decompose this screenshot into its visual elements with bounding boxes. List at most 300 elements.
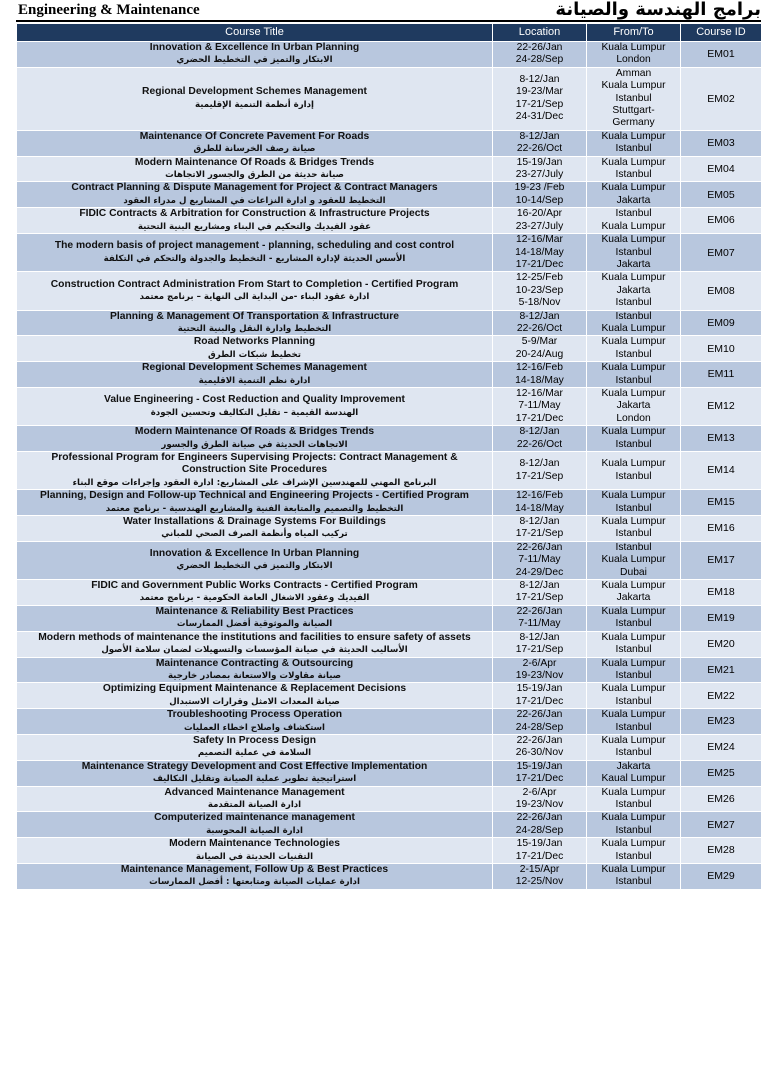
- course-location: Istanbul: [615, 669, 652, 681]
- course-title-en: Maintenance & Reliability Best Practices: [155, 605, 354, 617]
- course-title-en: Safety In Process Design: [192, 734, 317, 746]
- course-location: London: [616, 54, 651, 66]
- table-row: [17, 683, 762, 709]
- course-title-en: Maintenance Management, Follow Up & Best Practices: [120, 864, 389, 875]
- course-date: 22-26/Jan: [516, 734, 563, 746]
- course-title-cell: [17, 362, 493, 388]
- course-title-en: Modern Maintenance Of Roads & Bridges Trends: [134, 426, 375, 438]
- course-dates-cell: [493, 336, 587, 362]
- course-location: Jakarta: [616, 194, 651, 206]
- course-id: EM06: [681, 208, 762, 234]
- course-date: 8-12/Jan: [519, 74, 560, 86]
- table-row: [17, 42, 762, 68]
- course-location-cell: [587, 760, 681, 786]
- course-title-cell: [17, 156, 493, 182]
- course-id: EM13: [681, 426, 762, 452]
- course-title-en: Modern Maintenance Technologies: [169, 838, 340, 850]
- course-location: Istanbul: [615, 541, 652, 553]
- course-title-ar: الاتجاهات الحديثة في صيانة الطرق والجسور: [161, 439, 348, 450]
- course-date: 12-16/Feb: [516, 490, 563, 502]
- course-location: Istanbul: [615, 92, 652, 104]
- course-location-cell: [587, 516, 681, 542]
- course-dates-cell: [493, 864, 587, 890]
- course-id: EM18: [681, 580, 762, 606]
- course-location: Kuala Lumpur: [601, 580, 666, 592]
- course-location-cell: [587, 683, 681, 709]
- course-location: Istanbul: [615, 208, 652, 220]
- course-dates-cell: [493, 490, 587, 516]
- course-location-cell: [587, 812, 681, 838]
- table-row: [17, 838, 762, 864]
- course-location-cell: [587, 362, 681, 388]
- course-id: EM27: [681, 812, 762, 838]
- course-dates-cell: [493, 734, 587, 760]
- course-title-ar: صيانة رصف الخرسانة للطرق: [193, 144, 316, 155]
- course-title-ar: صيانة مقاولات والاستعانة بمصادر خارجية: [167, 670, 342, 681]
- course-location: Kaual Lumpur: [601, 773, 666, 785]
- course-location-cell: [587, 387, 681, 425]
- course-location: Kuala Lumpur: [601, 182, 666, 194]
- course-location-cell: [587, 709, 681, 735]
- course-location-cell: [587, 336, 681, 362]
- course-location: Jakarta: [616, 592, 651, 604]
- course-location: Kuala Lumpur: [601, 490, 666, 502]
- table-row: [17, 336, 762, 362]
- table-row: [17, 631, 762, 657]
- course-date: 19-23 /Feb: [514, 182, 565, 194]
- course-date: 5-9/Mar: [521, 336, 558, 348]
- column-header-location: Location: [493, 24, 587, 42]
- course-location-cell: [587, 580, 681, 606]
- course-dates-cell: [493, 760, 587, 786]
- course-title-cell: [17, 580, 493, 606]
- course-title-cell: [17, 336, 493, 362]
- course-date: 15-19/Jan: [516, 838, 563, 850]
- table-row: [17, 234, 762, 272]
- course-id: EM03: [681, 130, 762, 156]
- course-title-en: Construction Contract Administration From Start to Completion - Certified Program: [50, 278, 459, 290]
- page-title: Engineering & Maintenance: [18, 2, 200, 18]
- course-id: EM19: [681, 605, 762, 631]
- course-title-en: Planning & Management Of Transportation & Infrastructure: [110, 310, 399, 322]
- course-title-ar: الفيديك وعقود الاشغال العامة الحكومية - برنامج معتمد: [139, 593, 370, 604]
- table-row: [17, 864, 762, 890]
- course-title-ar: استكشاف واصلاح اخطاء العمليات: [184, 722, 325, 733]
- course-title-cell: [17, 516, 493, 542]
- course-dates-cell: [493, 657, 587, 683]
- course-location: Istanbul: [615, 747, 652, 759]
- course-location: Istanbul: [615, 297, 652, 309]
- course-id: EM17: [681, 541, 762, 579]
- course-location: Kuala Lumpur: [601, 234, 666, 246]
- course-date: 17-21/Dec: [515, 412, 564, 424]
- course-title-ar: إدارة أنظمة التنمية الإقليمية: [195, 99, 314, 110]
- course-location: Istanbul: [615, 470, 652, 482]
- course-location-cell: [587, 67, 681, 130]
- course-date: 2-15/Apr: [519, 864, 560, 875]
- course-date: 15-19/Jan: [516, 156, 563, 168]
- course-date: 12-25/Feb: [516, 272, 563, 284]
- course-date: 7-11/May: [518, 554, 561, 566]
- course-date: 19-23/Nov: [515, 669, 564, 681]
- course-title-ar: تركيب المياه وأنظمة الصرف الصحي للمباني: [161, 529, 348, 540]
- course-location: Kuala Lumpur: [601, 812, 666, 824]
- course-title-en: Modern Maintenance Of Roads & Bridges Trends: [134, 156, 375, 168]
- course-date: 24-31/Dec: [515, 111, 564, 123]
- course-date: 17-21/Dec: [515, 773, 564, 785]
- course-location: Jakarta: [616, 400, 651, 412]
- course-location: Istanbul: [615, 824, 652, 836]
- course-location: Istanbul: [615, 246, 652, 258]
- table-row: [17, 580, 762, 606]
- course-title-ar: استراتيجية تطوير عملية الصيانة وتقليل التكاليف: [152, 774, 357, 785]
- course-title-cell: [17, 760, 493, 786]
- course-title-en: Regional Development Schemes Management: [142, 362, 367, 374]
- course-title-en: Regional Development Schemes Management: [142, 86, 367, 98]
- course-title-en: Modern methods of maintenance the institutions and facilities to ensure safety of assets: [38, 631, 471, 643]
- course-location: Istanbul: [615, 143, 652, 155]
- course-location: Kuala Lumpur: [601, 734, 666, 746]
- course-location-cell: [587, 272, 681, 310]
- course-date: 22-26/Jan: [516, 812, 563, 824]
- course-title-ar: صيانة حديثة من الطرق والجسور الاتجاهات: [165, 170, 344, 181]
- course-dates-cell: [493, 67, 587, 130]
- course-location: Istanbul: [615, 528, 652, 540]
- course-date: 17-21/Dec: [515, 695, 564, 707]
- course-location: Kuala Lumpur: [601, 156, 666, 168]
- course-date: 22-26/Jan: [516, 709, 563, 721]
- course-title-ar: التخطيط وادارة النقل والبنية التحتية: [177, 323, 332, 334]
- course-location: Kuala Lumpur: [601, 554, 666, 566]
- course-title-ar: الصيانة والموثوقية أفضل الممارسات: [176, 619, 333, 630]
- column-header-course-id: Course ID: [681, 24, 762, 42]
- course-dates-cell: [493, 234, 587, 272]
- course-id: EM08: [681, 272, 762, 310]
- course-dates-cell: [493, 182, 587, 208]
- course-id: EM10: [681, 336, 762, 362]
- table-row: [17, 310, 762, 336]
- course-title-ar: التخطيط للعقود و ادارة النزاعات في المشاريع ل مدراء العقود: [123, 195, 386, 206]
- table-row: [17, 208, 762, 234]
- course-date: 19-23/Nov: [515, 798, 564, 810]
- table-row: [17, 272, 762, 310]
- course-title-en: Innovation & Excellence In Urban Planning: [149, 42, 360, 53]
- course-title-ar: الابتكار والتميز في التخطيط الحضري: [176, 561, 333, 572]
- table-row: [17, 812, 762, 838]
- course-location-cell: [587, 541, 681, 579]
- course-location: Kuala Lumpur: [601, 657, 666, 669]
- course-date: 22-26/Oct: [516, 143, 563, 155]
- table-row: [17, 786, 762, 812]
- course-title-ar: الابتكار والتميز في التخطيط الحضري: [176, 55, 333, 66]
- course-dates-cell: [493, 130, 587, 156]
- course-location: Kuala Lumpur: [601, 605, 666, 617]
- course-location-cell: [587, 605, 681, 631]
- course-date: 12-16/Mar: [516, 387, 563, 399]
- course-location: Istanbul: [615, 502, 652, 514]
- course-date: 17-21/Sep: [515, 528, 564, 540]
- course-dates-cell: [493, 426, 587, 452]
- course-location-cell: [587, 426, 681, 452]
- course-id: EM25: [681, 760, 762, 786]
- course-id: EM20: [681, 631, 762, 657]
- course-date: 8-12/Jan: [519, 310, 560, 322]
- course-date: 24-28/Sep: [515, 824, 564, 836]
- table-row: [17, 130, 762, 156]
- course-location: Istanbul: [615, 876, 652, 888]
- course-dates-cell: [493, 580, 587, 606]
- course-location: Kuala Lumpur: [601, 458, 666, 470]
- course-location: London: [616, 412, 651, 424]
- table-row: [17, 760, 762, 786]
- table-row: [17, 516, 762, 542]
- course-title-en: The modern basis of project management - planning, scheduling and cost control: [54, 240, 455, 252]
- course-dates-cell: [493, 387, 587, 425]
- course-date: 24-28/Sep: [515, 721, 564, 733]
- course-title-cell: [17, 786, 493, 812]
- course-location: Kuala Lumpur: [601, 838, 666, 850]
- table-row: [17, 67, 762, 130]
- course-location-cell: [587, 734, 681, 760]
- course-id: EM15: [681, 490, 762, 516]
- course-location-cell: [587, 864, 681, 890]
- course-title-cell: [17, 838, 493, 864]
- course-title-en: Optimizing Equipment Maintenance & Replacement Decisions: [102, 683, 407, 695]
- course-location: Jakarta: [616, 760, 651, 772]
- course-title-cell: [17, 310, 493, 336]
- course-date: 5-18/Nov: [518, 297, 561, 309]
- course-title-cell: [17, 272, 493, 310]
- course-date: 2-6/Apr: [522, 657, 557, 669]
- column-header-title: Course Title: [17, 24, 493, 42]
- course-location: Istanbul: [615, 798, 652, 810]
- course-date: 22-26/Jan: [516, 42, 563, 53]
- course-location-cell: [587, 208, 681, 234]
- course-title-cell: [17, 541, 493, 579]
- course-title-en: Maintenance Strategy Development and Cost Effective Implementation: [81, 760, 428, 772]
- course-location: Kuala Lumpur: [601, 786, 666, 798]
- course-title-en: Advanced Maintenance Management: [164, 786, 345, 798]
- course-date: 22-26/Oct: [516, 322, 563, 334]
- course-location-cell: [587, 490, 681, 516]
- course-location: Jakarta: [616, 258, 651, 270]
- course-date: 23-27/July: [515, 169, 564, 181]
- course-date: 12-16/Mar: [516, 234, 563, 246]
- course-location: Istanbul: [615, 438, 652, 450]
- course-title-en: FIDIC and Government Public Works Contracts - Certified Program: [91, 580, 418, 592]
- course-location: Kuala Lumpur: [601, 709, 666, 721]
- course-location: Kuala Lumpur: [601, 864, 666, 875]
- course-title-en: Contract Planning & Dispute Management for Project & Contract Managers: [71, 182, 438, 194]
- course-location: Kuala Lumpur: [601, 362, 666, 374]
- course-title-ar: الأسس الحديثة لإدارة المشاريع - التخطيط والجدولة والتحكم في التكلفة: [103, 253, 406, 264]
- course-date: 22-26/Jan: [516, 605, 563, 617]
- course-date: 22-26/Oct: [516, 438, 563, 450]
- course-title-en: Troubleshooting Process Operation: [166, 709, 343, 721]
- course-id: EM01: [681, 42, 762, 68]
- course-location: Kuala Lumpur: [601, 130, 666, 142]
- course-dates-cell: [493, 310, 587, 336]
- course-date: 16-20/Apr: [516, 208, 563, 220]
- course-title-cell: [17, 426, 493, 452]
- course-title-cell: [17, 709, 493, 735]
- course-location-cell: [587, 786, 681, 812]
- course-location: Kuala Lumpur: [601, 322, 666, 334]
- table-row: [17, 182, 762, 208]
- course-title-cell: [17, 130, 493, 156]
- course-title-en: Planning, Design and Follow-up Technical and Engineering Projects - Certified Program: [40, 490, 469, 502]
- course-date: 17-21/Dec: [515, 258, 564, 270]
- course-date: 24-29/Dec: [515, 566, 564, 578]
- header-rule: [16, 20, 761, 22]
- course-location: Istanbul: [615, 169, 652, 181]
- course-date: 20-24/Aug: [515, 348, 564, 360]
- course-dates-cell: [493, 631, 587, 657]
- course-location: Istanbul: [615, 721, 652, 733]
- course-location: Istanbul: [615, 695, 652, 707]
- course-title-cell: [17, 42, 493, 68]
- course-title-cell: [17, 657, 493, 683]
- course-dates-cell: [493, 812, 587, 838]
- course-date: 24-28/Sep: [515, 54, 564, 66]
- course-title-en: Computerized maintenance management: [154, 812, 355, 824]
- course-date: 8-12/Jan: [519, 458, 560, 470]
- course-title-ar: تخطيط شبكات الطرق: [208, 349, 301, 360]
- course-dates-cell: [493, 541, 587, 579]
- course-id: EM22: [681, 683, 762, 709]
- course-date: 17-21/Sep: [515, 592, 564, 604]
- course-dates-cell: [493, 838, 587, 864]
- course-location: Amman: [615, 67, 652, 79]
- course-location: Kuala Lumpur: [601, 426, 666, 438]
- course-title-cell: [17, 234, 493, 272]
- course-location: Istanbul: [615, 348, 652, 360]
- course-location-cell: [587, 234, 681, 272]
- course-location: Stuttgart-: [612, 105, 655, 117]
- course-date: 10-23/Sep: [515, 284, 564, 296]
- course-date: 14-18/May: [515, 502, 564, 514]
- table-row: [17, 156, 762, 182]
- table-body: [17, 42, 762, 890]
- course-location: Kuala Lumpur: [601, 42, 666, 53]
- course-date: 23-27/July: [515, 220, 564, 232]
- course-title-ar: ادارة عقود البناء -من البداية الى النهاية – برنامج معتمد: [139, 291, 370, 302]
- course-location: Dubai: [620, 566, 647, 578]
- course-title-ar: الأساليب الحديثة في صيانة المؤسسات والتسهيلات لضمان سلامة الأصول: [101, 645, 408, 656]
- course-title-en: FIDIC Contracts & Arbitration for Construction & Infrastructure Projects: [79, 208, 430, 220]
- course-title-ar: صيانة المعدات الامثل وقرارات الاستبدال: [169, 696, 340, 707]
- course-location: Kuala Lumpur: [601, 516, 666, 528]
- table-header-row: [17, 24, 762, 42]
- course-location: Kuala Lumpur: [601, 387, 666, 399]
- course-title-cell: [17, 631, 493, 657]
- course-id: EM09: [681, 310, 762, 336]
- course-title-ar: ادارة عمليات الصيانة ومتابعتها : أفضل الممارسات: [149, 877, 360, 888]
- course-title-cell: [17, 605, 493, 631]
- course-title-en: Water Installations & Drainage Systems For Buildings: [123, 516, 386, 528]
- course-location: Kuala Lumpur: [601, 80, 666, 92]
- course-id: EM05: [681, 182, 762, 208]
- course-title-en: Maintenance Contracting & Outsourcing: [155, 657, 354, 669]
- course-dates-cell: [493, 683, 587, 709]
- course-location: Istanbul: [615, 374, 652, 386]
- course-id: EM14: [681, 452, 762, 490]
- course-location: Kuala Lumpur: [601, 631, 666, 643]
- course-date: 7-11/May: [518, 618, 561, 630]
- course-title-en: Maintenance Of Concrete Pavement For Roads: [139, 130, 370, 142]
- column-header-from-to: From/To: [587, 24, 681, 42]
- courses-table: [16, 23, 762, 890]
- page-header: [16, 2, 761, 20]
- course-id: EM16: [681, 516, 762, 542]
- course-title-en: Value Engineering - Cost Reduction and Quality Improvement: [104, 394, 405, 406]
- course-location-cell: [587, 657, 681, 683]
- course-title-cell: [17, 812, 493, 838]
- course-id: EM26: [681, 786, 762, 812]
- course-date: 7-11/May: [518, 400, 561, 412]
- course-dates-cell: [493, 42, 587, 68]
- course-date: 12-16/Feb: [516, 362, 563, 374]
- course-id: EM04: [681, 156, 762, 182]
- course-location: Istanbul: [615, 850, 652, 862]
- course-title-ar: ادارة نظم التنمية الاقليمية: [198, 375, 311, 386]
- course-location: Istanbul: [615, 618, 652, 630]
- course-id: EM24: [681, 734, 762, 760]
- course-title-ar: التقنيات الحديثة في الصيانة: [195, 851, 314, 862]
- course-dates-cell: [493, 786, 587, 812]
- table-row: [17, 734, 762, 760]
- course-id: EM12: [681, 387, 762, 425]
- course-title-cell: [17, 387, 493, 425]
- course-dates-cell: [493, 452, 587, 490]
- course-dates-cell: [493, 605, 587, 631]
- course-date: 19-23/Mar: [516, 86, 563, 98]
- course-date: 8-12/Jan: [519, 631, 560, 643]
- table-row: [17, 541, 762, 579]
- course-title-ar: الهندسة القيمية – تقليل التكاليف وتحسين الجودة: [150, 407, 359, 418]
- course-location: Kuala Lumpur: [601, 336, 666, 348]
- course-location: Kuala Lumpur: [601, 272, 666, 284]
- course-id: EM23: [681, 709, 762, 735]
- course-location-cell: [587, 42, 681, 68]
- course-dates-cell: [493, 516, 587, 542]
- course-date: 14-18/May: [515, 246, 564, 258]
- course-date: 26-30/Nov: [515, 747, 564, 759]
- table-row: [17, 657, 762, 683]
- course-title-ar: ادارة الصيانة المتقدمة: [207, 799, 302, 810]
- course-id: EM21: [681, 657, 762, 683]
- course-location: Kuala Lumpur: [601, 683, 666, 695]
- course-date: 8-12/Jan: [519, 516, 560, 528]
- course-title-ar: البرنامج المهني للمهندسين الإشراف على المشاريع: ادارة العقود وإجراءات موقع البناء: [72, 477, 437, 488]
- table-row: [17, 605, 762, 631]
- course-location-cell: [587, 631, 681, 657]
- course-date: 15-19/Jan: [516, 683, 563, 695]
- course-date: 12-25/Nov: [515, 876, 564, 888]
- course-title-cell: [17, 734, 493, 760]
- course-id: EM02: [681, 67, 762, 130]
- course-date: 17-21/Sep: [515, 98, 564, 110]
- course-location-cell: [587, 182, 681, 208]
- course-location-cell: [587, 310, 681, 336]
- course-date: 17-21/Dec: [515, 850, 564, 862]
- table-row: [17, 709, 762, 735]
- course-date: 8-12/Jan: [519, 426, 560, 438]
- course-location-cell: [587, 130, 681, 156]
- course-dates-cell: [493, 272, 587, 310]
- course-date: 8-12/Jan: [519, 580, 560, 592]
- course-location-cell: [587, 156, 681, 182]
